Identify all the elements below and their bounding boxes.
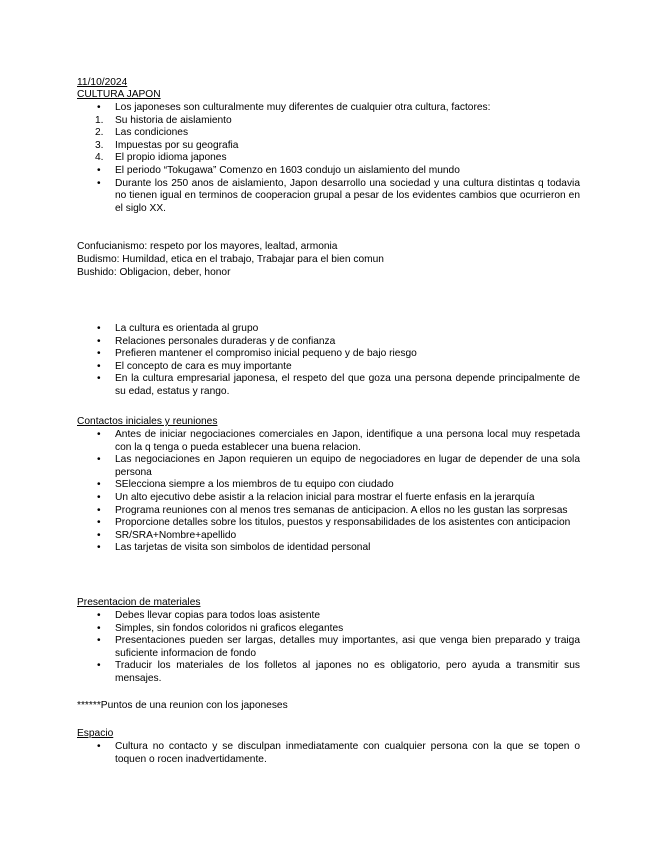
list-item-text: Programa reuniones con al menos tres semanas de anticipacion. A ellos no les gustan las sorpresas (115, 504, 568, 516)
list-item-text: Traducir los materiales de los folletos al japones no es obligatorio, pero ayuda a transmitir sus mensajes. (115, 660, 580, 684)
list-item (77, 530, 580, 543)
list-item (77, 348, 580, 361)
list-item-text: SR/SRA+Nombre+apellido (115, 529, 237, 541)
bullet: • (97, 360, 101, 372)
bullet: • (97, 610, 101, 621)
section-heading-materials: Presentacion de materiales (77, 597, 201, 608)
list-item-text: SElecciona siempre a los miembros de tu equipo con ciudado (115, 479, 394, 491)
list-item-text: Relaciones personales duraderas y de confianza (115, 335, 336, 347)
list-item (77, 741, 580, 766)
list-item (77, 102, 580, 115)
list-item-text: Debes llevar copias para todos loas asistente (115, 610, 320, 621)
list-item-text: Proporcione detalles sobre los titulos, puestos y responsabilidades de los asistentes con anticipacion (115, 517, 571, 529)
bullet: • (97, 741, 101, 752)
section-heading-contacts: Contactos iniciales y reuniones (77, 416, 218, 427)
list-number: 1. (95, 114, 104, 126)
list-item (77, 165, 580, 178)
list-item (77, 140, 580, 153)
list-item (77, 127, 580, 140)
list-item-text: Las negociaciones en Japon requieren un equipo de negociadores en lugar de depender de una sola persona (115, 454, 580, 478)
list-number: 4. (95, 152, 104, 164)
list-item (77, 635, 580, 660)
date: 11/10/2024 (77, 77, 128, 88)
list-item-text: Su historia de aislamiento (115, 114, 232, 126)
list-number: 3. (95, 139, 104, 151)
bullet: • (97, 479, 101, 491)
section-heading-space: Espacio (77, 728, 114, 739)
bullet: • (97, 164, 101, 176)
meeting-points-line: ******Puntos de una reunion con los japoneses (77, 700, 288, 711)
contacts-list (77, 429, 580, 555)
list-item (77, 492, 580, 505)
bullet: • (97, 622, 101, 634)
list-item (77, 660, 580, 685)
list-item-text: Presentaciones pueden ser largas, detalles muy importantes, asi que venga bien preparado y traiga suficiente informacion de fondo (115, 635, 580, 659)
list-item (77, 623, 580, 636)
list-item-text: La cultura es orientada al grupo (115, 323, 259, 334)
bullet: • (97, 335, 101, 347)
list-item-text: Simples, sin fondos coloridos ni graficos elegantes (115, 622, 344, 634)
bullet: • (97, 504, 101, 516)
list-item-text: Cultura no contacto y se disculpan inmediatamente con cualquier persona con la que se topen o toquen o rocen inadvertidamente. (115, 741, 580, 765)
list-item-text: Las condiciones (115, 127, 189, 139)
list-item (77, 336, 580, 349)
list-item (77, 454, 580, 479)
bullet: • (97, 454, 101, 466)
culture-list (77, 323, 580, 399)
bullet: • (97, 635, 101, 647)
bullet: • (97, 429, 101, 440)
list-item (77, 178, 580, 216)
list-item-text: Un alto ejecutivo debe asistir a la relacion inicial para mostrar el fuerte enfasis en la jerarquía (115, 491, 535, 503)
list-item (77, 505, 580, 518)
list-number: 2. (95, 127, 104, 139)
page-title: CULTURA JAPON (77, 89, 161, 100)
bullet: • (97, 348, 101, 360)
list-item-text: Antes de iniciar negociaciones comerciales en Japon, identifique a una persona local muy respetada con la q tenga o pueda establecer una buena relacion. (115, 429, 580, 453)
list-item (77, 361, 580, 374)
list-item (77, 429, 580, 454)
list-item (77, 542, 580, 555)
list-item-text: Las tarjetas de visita son simbolos de identidad personal (115, 542, 371, 554)
buddhism-line: Budismo: Humildad, etica en el trabajo, Trabajar para el bien comun (77, 254, 384, 265)
list-item (77, 479, 580, 492)
bullet: • (97, 529, 101, 541)
bullet: • (97, 491, 101, 503)
bushido-line: Bushido: Obligacion, deber, honor (77, 267, 231, 278)
list-item (77, 517, 580, 530)
list-item-text: En la cultura empresarial japonesa, el respeto del que goza una persona depende principalmente de su edad, estatus y rango. (115, 373, 580, 397)
bullet: • (97, 102, 101, 113)
list-item-text: El propio idioma japones (115, 152, 227, 164)
confucianism-line: Confucianismo: respeto por los mayores, lealtad, armonia (77, 241, 338, 252)
list-item-text: Los japoneses son culturalmente muy diferentes de cualquier otra cultura, factores: (115, 102, 491, 113)
list-item (77, 152, 580, 165)
bullet: • (97, 323, 101, 334)
bullet: • (97, 177, 101, 189)
intro-list (77, 102, 580, 215)
list-item-text: Prefieren mantener el compromiso inicial pequeno y de bajo riesgo (115, 348, 417, 360)
list-item (77, 610, 580, 623)
space-list (77, 741, 580, 766)
list-item-text: El periodo “Tokugawa” Comenzo en 1603 condujo un aislamiento del mundo (115, 164, 460, 176)
list-item (77, 115, 580, 128)
bullet: • (97, 660, 101, 672)
list-item-text: Impuestas por su geografia (115, 139, 239, 151)
bullet: • (97, 517, 101, 529)
materials-list (77, 610, 580, 686)
list-item (77, 373, 580, 398)
list-item-text: El concepto de cara es muy importante (115, 360, 292, 372)
bullet: • (97, 373, 101, 385)
list-item-text: Durante los 250 anos de aislamiento, Japon desarrollo una sociedad y una cultura distintas q todavia no tienen igual en terminos de cooperacion grupal a pesar de los evidentes cambios que ocurrieron en el siglo XX. (115, 177, 580, 214)
list-item (77, 323, 580, 336)
bullet: • (97, 542, 101, 554)
